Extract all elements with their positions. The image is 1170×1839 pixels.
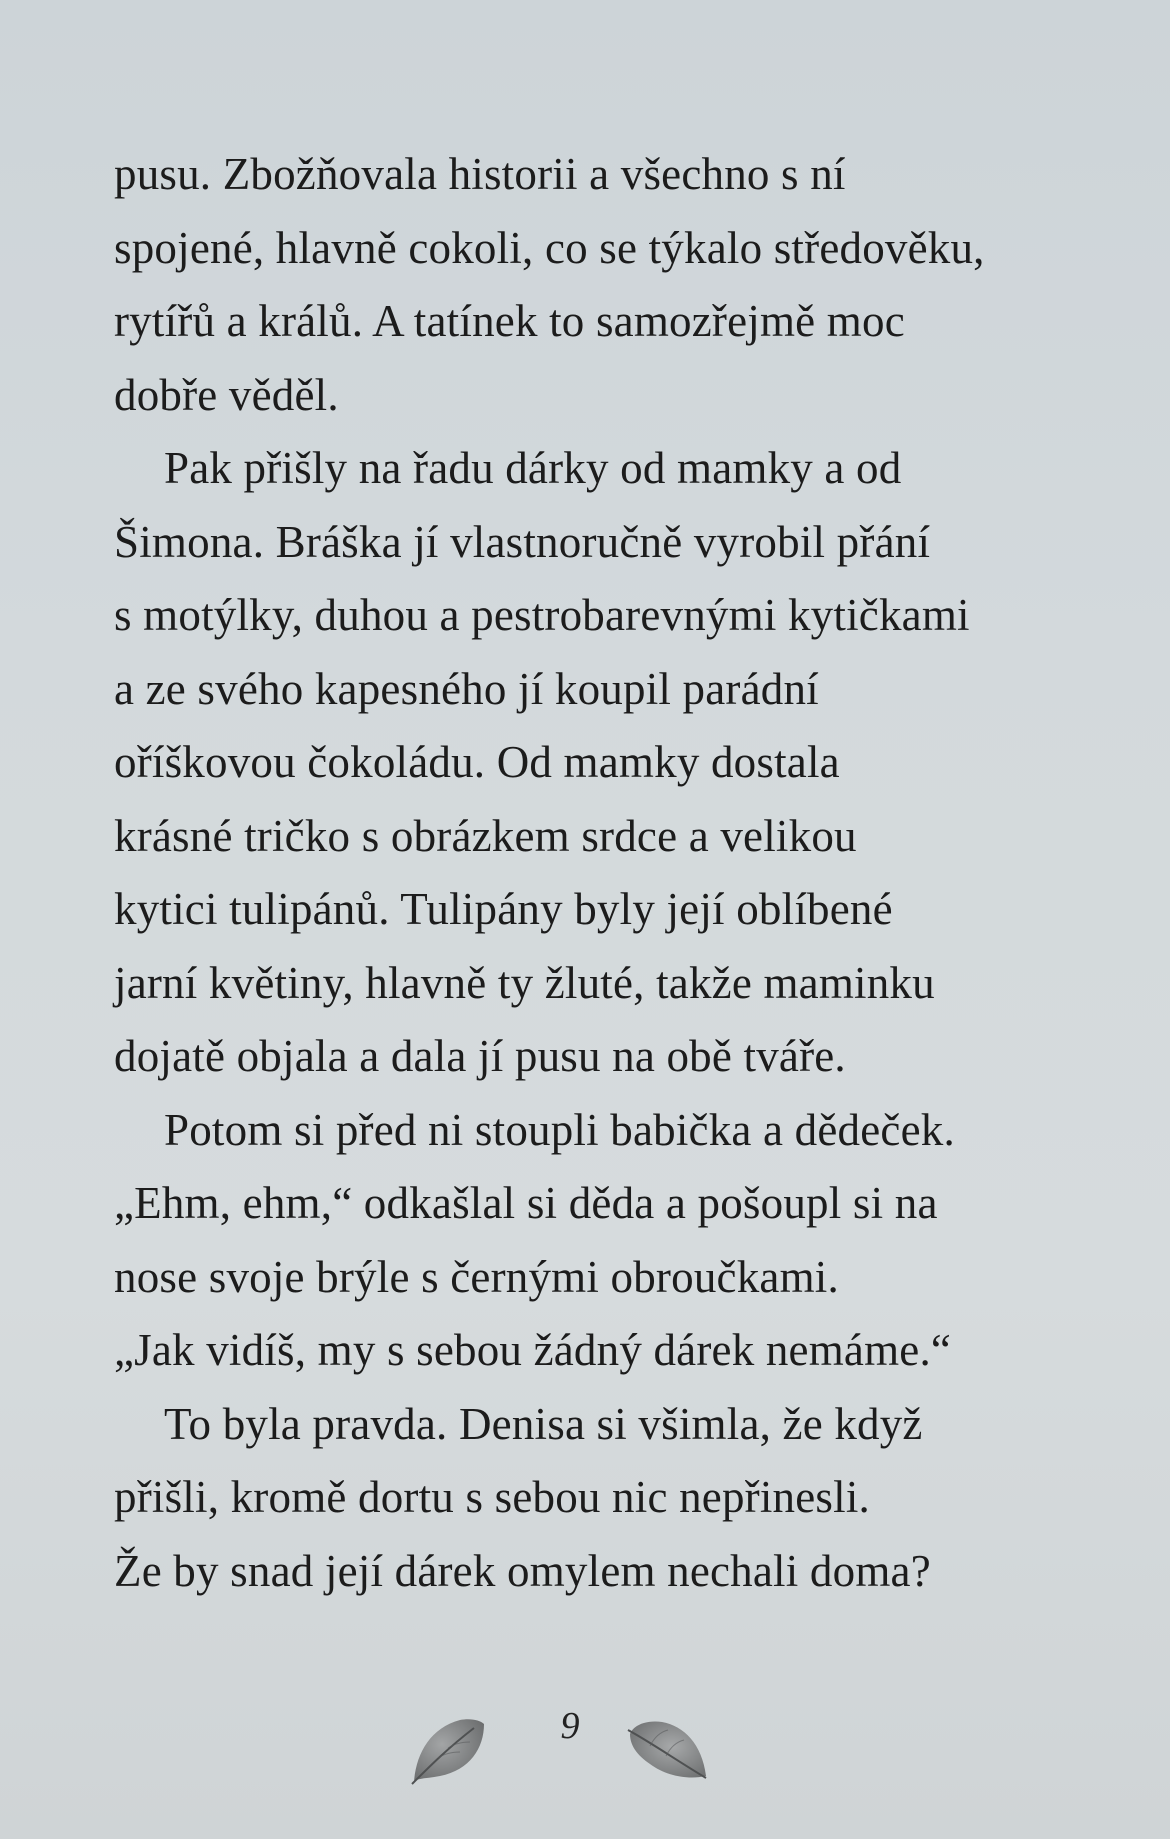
body-text bbox=[114, 138, 1034, 1608]
paragraph-2 bbox=[114, 432, 1034, 1094]
text-line: přišli, kromě dortu s sebou nic nepřinesli. bbox=[114, 1472, 870, 1522]
text-line: Šimona. Bráška jí vlastnoručně vyrobil přání bbox=[114, 516, 931, 567]
text-line: spojené, hlavně cokoli, co se týkalo středověku, bbox=[114, 222, 985, 273]
text-line: rytířů a králů. A tatínek to samozřejmě moc bbox=[114, 296, 905, 346]
text-line: pusu. Zbožňovala historii a všechno s ní bbox=[114, 149, 846, 199]
text-line: krásné tričko s obrázkem srdce a velikou bbox=[114, 810, 857, 861]
text-line: To byla pravda. Denisa si všimla, že když bbox=[164, 1398, 923, 1449]
text-line: s motýlky, duhou a pestrobarevnými kytičkami bbox=[114, 590, 970, 640]
text-line: a ze svého kapesného jí koupil parádní bbox=[114, 663, 819, 714]
text-line: jarní květiny, hlavně ty žluté, takže maminku bbox=[114, 957, 935, 1008]
text-line: „Jak vidíš, my s sebou žádný dárek nemáme.“ bbox=[114, 1325, 952, 1375]
paragraph-1 bbox=[114, 138, 1034, 432]
page-footer bbox=[0, 1690, 1170, 1800]
paragraph-4 bbox=[114, 1388, 1034, 1609]
text-line: „Ehm, ehm,“ odkašlal si děda a pošoupl si na bbox=[114, 1178, 938, 1228]
text-line: dojatě objala a dala jí pusu na obě tváře. bbox=[114, 1031, 846, 1081]
text-line: Pak přišly na řadu dárky od mamky a od bbox=[164, 443, 902, 493]
page-number: 9 bbox=[560, 1705, 580, 1747]
leaf-icon bbox=[626, 1716, 710, 1791]
text-line: kytici tulipánů. Tulipány byly její oblíbené bbox=[114, 884, 893, 934]
text-line: dobře věděl. bbox=[114, 369, 339, 420]
text-line: nose svoje brýle s černými obroučkami. bbox=[114, 1251, 839, 1302]
text-line: Že by snad její dárek omylem nechali doma? bbox=[114, 1545, 931, 1596]
text-line: oříškovou čokoládu. Od mamky dostala bbox=[114, 737, 840, 787]
text-line: Potom si před ni stoupli babička a dědeček. bbox=[164, 1104, 955, 1155]
paragraph-3 bbox=[114, 1094, 1034, 1388]
leaf-icon bbox=[408, 1714, 488, 1791]
